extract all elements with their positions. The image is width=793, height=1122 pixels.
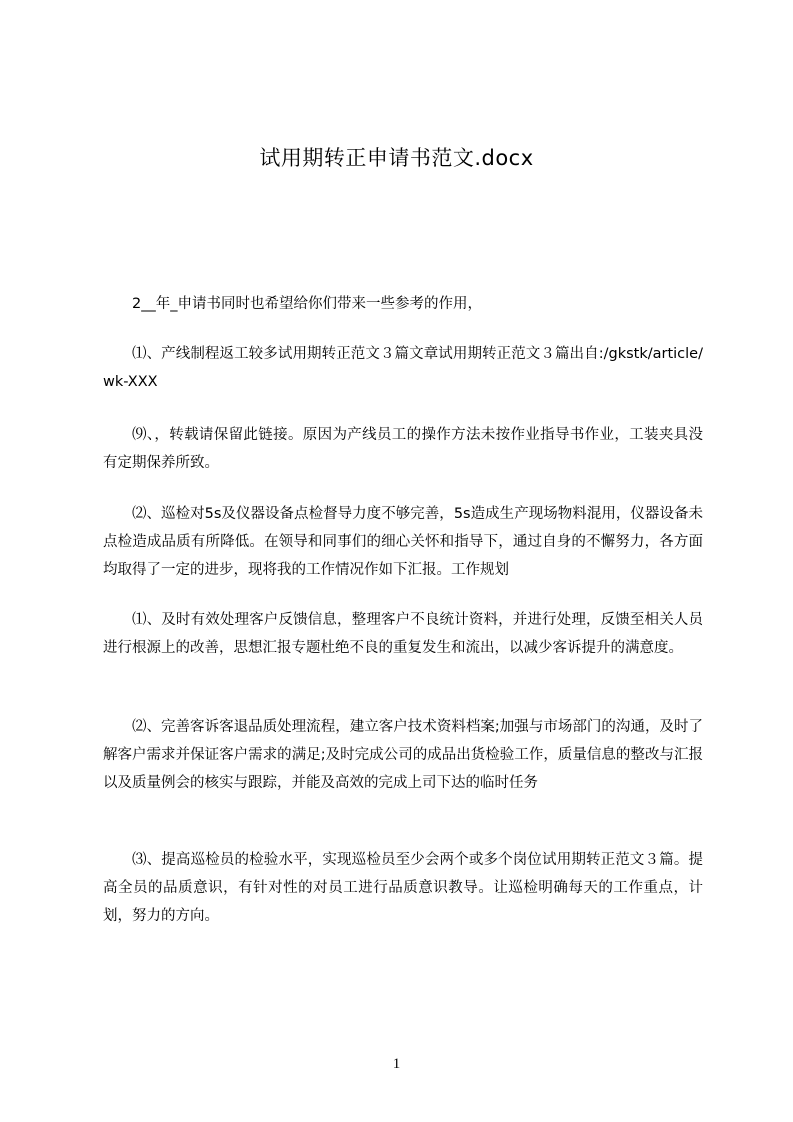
- page-number: 1: [392, 1056, 401, 1072]
- paragraph-4: [103, 500, 703, 584]
- paragraph-3: [103, 421, 703, 477]
- paragraph-text: ⑼、，转载请保留此链接。原因为产线员工的操作方法未按作业指导书作业，工装夹具没有定期保养所致。: [103, 427, 703, 471]
- paragraph-text: 2__年_申请书同时也希望给你们带来一些参考的作用，: [132, 296, 482, 312]
- paragraph-text: ⑴、产线制程返工较多试用期转正范文３篇文章试用期转正范文３篇出自:/gkstk/article/wk-XXX: [103, 346, 703, 390]
- paragraph-5: [103, 606, 703, 662]
- document-title: 试用期转正申请书范文.docx: [259, 146, 534, 170]
- paragraph-text: ⑴、及时有效处理客户反馈信息，整理客户不良统计资料，并进行处理，反馈至相关人员进行根源上的改善，思想汇报专题杜绝不良的重复发生和流出，以减少客诉提升的满意度。: [103, 612, 703, 656]
- paragraph-1: [103, 290, 703, 318]
- paragraph-text: ⑵、完善客诉客退品质处理流程，建立客户技术资料档案;加强与市场部门的沟通，及时了解客户需求并保证客户需求的满足;及时完成公司的成品出货检验工作，质量信息的整改与汇报以及质量例会的核实与跟踪，并能及高效的完成上司下达的临时任务: [103, 719, 703, 791]
- paragraph-6: [103, 713, 703, 797]
- paragraph-2: [103, 340, 703, 396]
- paragraph-text: ⑶、提高巡检员的检验水平，实现巡检员至少会两个或多个岗位试用期转正范文３篇。提高全员的品质意识，有针对性的对员工进行品质意识教导。让巡检明确每天的工作重点，计划，努力的方向。: [103, 852, 703, 924]
- paragraph-text: ⑵、巡检对5s及仪器设备点检督导力度不够完善，5s造成生产现场物料混用，仪器设备未点检造成品质有所降低。在领导和同事们的细心关怀和指导下，通过自身的不懈努力，各方面均取得了一定的进步，现将我的工作情况作如下汇报。工作规划: [103, 506, 703, 578]
- paragraph-7: [103, 846, 703, 930]
